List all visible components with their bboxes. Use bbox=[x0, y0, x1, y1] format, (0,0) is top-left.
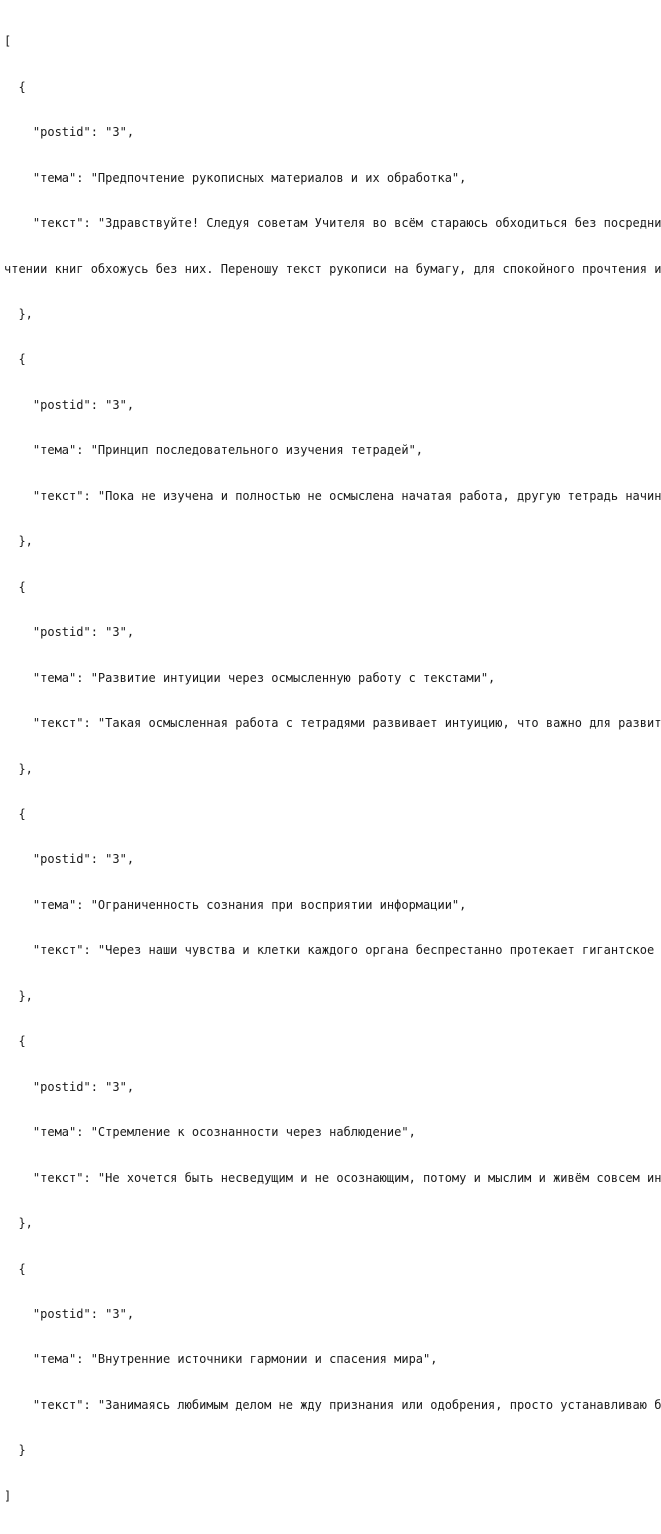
json-line: }, bbox=[4, 1216, 33, 1231]
json-line: }, bbox=[4, 988, 33, 1003]
json-line: [ bbox=[4, 34, 12, 49]
json-line: "тема": "Развитие интуиции через осмысленную работу с текстами", bbox=[4, 670, 496, 685]
json-line: "текст": "Через наши чувства и клетки каждого органа беспрестанно протекает гигантское bbox=[4, 943, 655, 958]
json-line: }, bbox=[4, 534, 33, 549]
json-line: ] bbox=[4, 1488, 12, 1503]
json-line: }, bbox=[4, 307, 33, 322]
json-line: "postid": "3", bbox=[4, 625, 135, 640]
json-text-content bbox=[4, 4, 661, 1534]
json-line: } bbox=[4, 1443, 26, 1458]
json-line: "postid": "3", bbox=[4, 125, 135, 140]
json-line: { bbox=[4, 807, 26, 822]
json-line: }, bbox=[4, 761, 33, 776]
json-line: { bbox=[4, 1034, 26, 1049]
json-line: "текст": "Здравствуйте! Следуя советам Учителя во всём стараюсь обходиться без посредни bbox=[4, 216, 661, 231]
json-line: "текст": "Пока не изучена и полностью не осмыслена начатая работа, другую тетрадь начин bbox=[4, 488, 661, 503]
json-line: "текст": "Такая осмысленная работа с тетрадями развивает интуицию, что важно для развит bbox=[4, 716, 661, 731]
json-line: "postid": "3", bbox=[4, 852, 135, 867]
json-line: "postid": "3", bbox=[4, 1307, 135, 1321]
json-line: "текст": "Занимаясь любимым делом не жду признания или одобрения, просто устанавливаю б bbox=[4, 1397, 661, 1412]
json-line: { bbox=[4, 579, 26, 594]
json-line: { bbox=[4, 352, 26, 367]
json-line: чтении книг обхожусь без них. Переношу текст рукописи на бумагу, для спокойного прочтения и bbox=[4, 261, 661, 276]
json-line: { bbox=[4, 79, 26, 94]
json-line: "postid": "3", bbox=[4, 397, 135, 412]
json-line: "тема": "Принцип последовательного изучения тетрадей", bbox=[4, 443, 424, 458]
json-line: "тема": "Предпочтение рукописных материалов и их обработка", bbox=[4, 170, 467, 185]
json-line: "тема": "Стремление к осознанности через наблюдение", bbox=[4, 1125, 416, 1140]
json-line: "текст": "Не хочется быть несведущим и не осознающим, потому и мыслим и живём совсем ин bbox=[4, 1170, 661, 1185]
json-line: "тема": "Внутренние источники гармонии и спасения мира", bbox=[4, 1352, 438, 1367]
json-line: { bbox=[4, 1261, 26, 1276]
json-line: "postid": "3", bbox=[4, 1079, 135, 1094]
json-line: "тема": "Ограниченность сознания при восприятии информации", bbox=[4, 897, 467, 912]
